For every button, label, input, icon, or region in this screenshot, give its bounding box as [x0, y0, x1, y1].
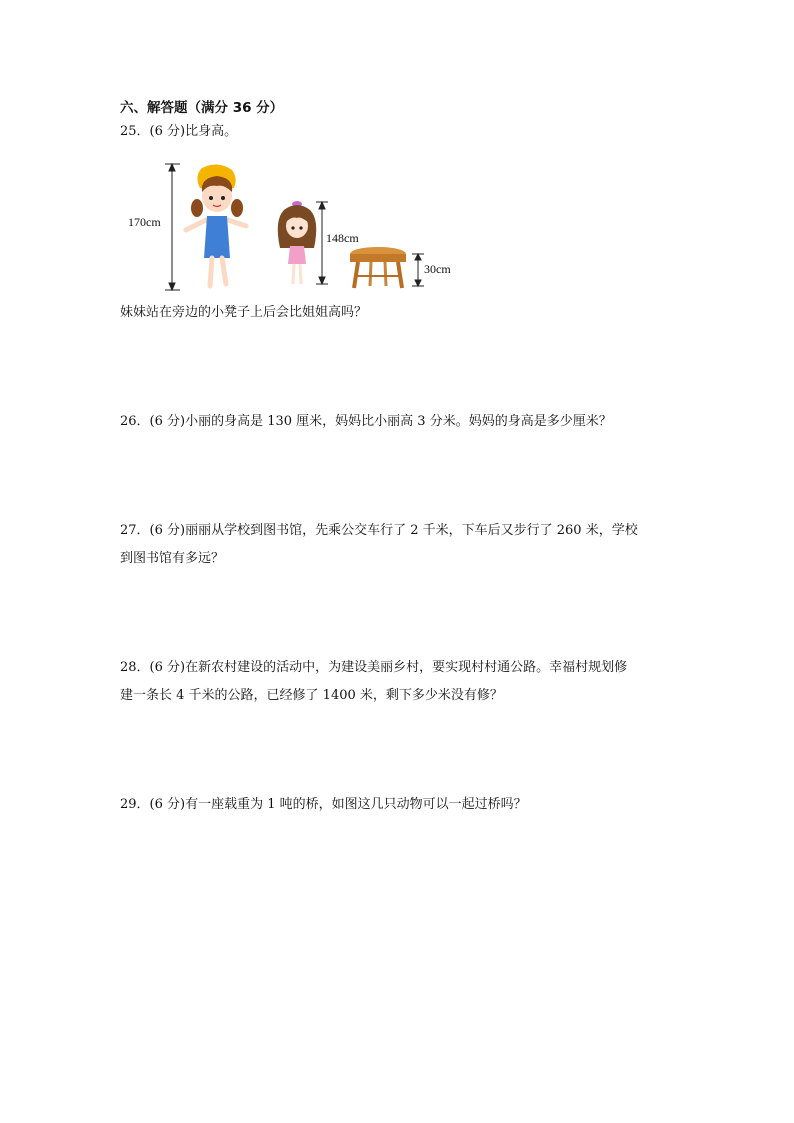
stool-image: [350, 247, 406, 288]
question-28-line-1: 28．(6 分)在新农村建设的活动中，为建设美丽乡村，要实现村村通公路。幸福村规划修: [120, 660, 628, 675]
little-sister-girl-image: [278, 201, 317, 284]
height-comparison-figure: [120, 158, 480, 298]
height-illustration: [120, 158, 480, 298]
question-27-line-1: 27．(6 分)丽丽从学校到图书馆，先乘公交车行了 2 千米，下车后又步行了 260 米，学校: [120, 523, 638, 538]
older-sister-girl-image: [186, 164, 246, 286]
question-25-prompt: 妹妹站在旁边的小凳子上后会比姐姐高吗？: [120, 305, 368, 320]
question-28-line-2: 建一条长 4 千米的公路，已经修了 1400 米，剩下多少米没有修？: [120, 688, 503, 703]
sister-height-arrow: [165, 164, 180, 290]
question-29-text: 29．(6 分)有一座载重为 1 吨的桥，如图这几只动物可以一起过桥吗？: [120, 797, 527, 812]
question-27-line-2: 到图书馆有多远？: [120, 551, 225, 566]
stool-height-label: 30cm: [424, 262, 451, 276]
sister-height-label: 170cm: [128, 215, 161, 229]
stool-height-arrow: [412, 254, 424, 286]
question-25-text: 25．(6 分)比身高。: [120, 124, 238, 139]
little-sister-height-label: 148cm: [326, 231, 359, 245]
question-26-text: 26．(6 分)小丽的身高是 130 厘米，妈妈比小丽高 3 分米。妈妈的身高是多少厘米？: [120, 414, 612, 429]
section-heading: 六、解答题（满分 36 分）: [120, 100, 284, 116]
